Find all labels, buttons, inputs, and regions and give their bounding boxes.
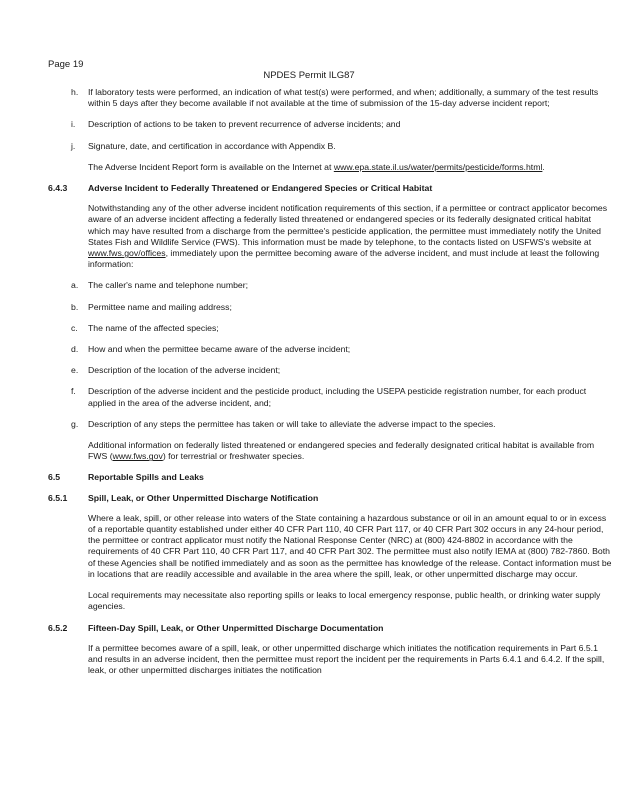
list-marker: f. xyxy=(71,386,76,397)
section-heading-6-4-3 xyxy=(48,183,613,194)
section-title: Spill, Leak, or Other Unpermitted Discharge Notification xyxy=(88,492,319,503)
paragraph-6-5-2-a: If a permittee becomes aware of a spill, leak, or other unpermitted discharge which initiates the notification requirements in Part 6.5.1 and results in an adverse incident, then the permittee must report the incident per the requirements in Parts 6.4.1 and 6.4.2. If the spill, leak, or other unpermitted discharges initiates the notification xyxy=(88,642,605,676)
list-item-f xyxy=(48,386,613,408)
forms-link[interactable]: www.epa.state.il.us/water/permits/pesticide/forms.html xyxy=(333,161,543,172)
list-marker: a. xyxy=(71,280,79,291)
list-text: Description of the adverse incident and the pesticide product, including the USEPA pesticide registration number, for each product applied in the area of the adverse incident, and; xyxy=(88,386,587,408)
section-heading-6-5-2 xyxy=(48,623,613,634)
paragraph-6-5-1-b: Local requirements may necessitate also reporting spills or leaks to local emergency response, public health, or drinking water supply agencies. xyxy=(88,590,601,612)
list-text: Permittee name and mailing address; xyxy=(88,301,232,312)
list-marker: i. xyxy=(71,119,76,130)
section-number: 6.4.3 xyxy=(48,183,68,194)
fws-link[interactable]: www.fws.gov xyxy=(112,451,163,462)
paragraph-6-5-1-a: Where a leak, spill, or other release into waters of the State containing a hazardous substance or oil in an amount equal to or in excess of a reportable quantity established under either 40 CFR Part 110, 40 CFR Part 117, or 40 CFR Part 302 occurs in any 24-hour period, the permittee or contract applicator must notify the National Response Center (NRC) at (800) 424-8802 in accordance with the requirements of 40 CFR Part 110, 40 CFR Part 117, and 40 CFR Part 302. The permittee must also notify IEMA at (800) 782-7860. Both of these Agencies shall be notified immediately and as soon as the permittee has knowledge of the release. Contact information must be in locations that are readily accessible and available in the area where the spill, leak, or other unpermitted discharge may occur. xyxy=(88,512,612,579)
fws-offices-link[interactable]: www.fws.gov/offices xyxy=(88,248,166,259)
list-marker: h. xyxy=(71,87,79,97)
intro-text-a: Notwithstanding any of the other adverse incident notification requirements of this section, if a permittee or contract applicator becomes aware of an adverse incident affecting a federally listed threatened or endangered species or its federally designated critical habitat which may have resulted from a discharge from the permittee's pesticide application, the permittee must immediately notify the United States Fish and Wildlife Service (FWS). This information must be made by telephone, to the contacts listed on USFWS's website at xyxy=(88,203,608,247)
section-number: 6.5.1 xyxy=(48,492,68,503)
section-heading-6-5-1 xyxy=(48,493,613,504)
additional-text-b: ) for terrestrial or freshwater species. xyxy=(162,451,305,462)
paragraph-additional-info xyxy=(48,440,613,462)
list-item-i xyxy=(48,119,613,130)
list-item-g xyxy=(48,419,613,430)
list-item-d xyxy=(48,344,613,355)
list-marker: g. xyxy=(71,418,79,429)
permit-header: NPDES Permit ILG87 xyxy=(263,70,355,81)
list-text: Description of actions to be taken to prevent recurrence of adverse incidents; and xyxy=(88,119,401,130)
intro-text-b: , immediately upon the permittee becoming aware of the adverse incident, and must include at least the following information: xyxy=(88,248,600,270)
list-text: Description of the location of the adverse incident; xyxy=(88,365,281,376)
section-heading-6-5 xyxy=(48,472,613,483)
list-item-b xyxy=(48,302,613,313)
form-availability-note xyxy=(48,162,613,173)
section-title: Fifteen-Day Spill, Leak, or Other Unpermitted Discharge Documentation xyxy=(88,622,384,633)
section-title: Reportable Spills and Leaks xyxy=(88,472,204,483)
page-content xyxy=(48,87,613,686)
list-item-e xyxy=(48,365,613,376)
list-text: Signature, date, and certification in accordance with Appendix B. xyxy=(88,140,336,151)
form-note-tail: . xyxy=(542,161,545,172)
page-number: Page 19 xyxy=(48,59,84,70)
list-item-h xyxy=(48,87,613,109)
list-text: Description of any steps the permittee has taken or will take to alleviate the adverse impact to the species. xyxy=(88,418,496,429)
list-marker: b. xyxy=(71,301,79,312)
list-marker: c. xyxy=(71,322,78,333)
section-title: Adverse Incident to Federally Threatened or Endangered Species or Critical Habitat xyxy=(88,183,433,194)
section-number: 6.5 xyxy=(48,472,61,483)
form-note-text: The Adverse Incident Report form is available on the Internet at xyxy=(88,161,334,172)
section-number: 6.5.2 xyxy=(48,622,68,633)
list-item-j xyxy=(48,141,613,152)
additional-text-a: Additional information on federally listed threatened or endangered species and federally designated critical habitat is available from FWS ( xyxy=(88,440,595,462)
list-text: The name of the affected species; xyxy=(88,322,219,333)
list-text: If laboratory tests were performed, an indication of what test(s) were performed, and when; additionally, a summary of the test results within 5 days after they become available if not available at the time of submission of the 15-day adverse incident report; xyxy=(88,87,599,109)
list-text: The caller's name and telephone number; xyxy=(88,280,249,291)
paragraph-6-4-3-intro xyxy=(48,203,613,270)
list-item-c xyxy=(48,323,613,334)
list-text: How and when the permittee became aware of the adverse incident; xyxy=(88,344,351,355)
list-marker: d. xyxy=(71,344,79,355)
list-marker: e. xyxy=(71,365,79,376)
list-item-a xyxy=(48,280,613,291)
list-marker: j. xyxy=(71,140,76,151)
